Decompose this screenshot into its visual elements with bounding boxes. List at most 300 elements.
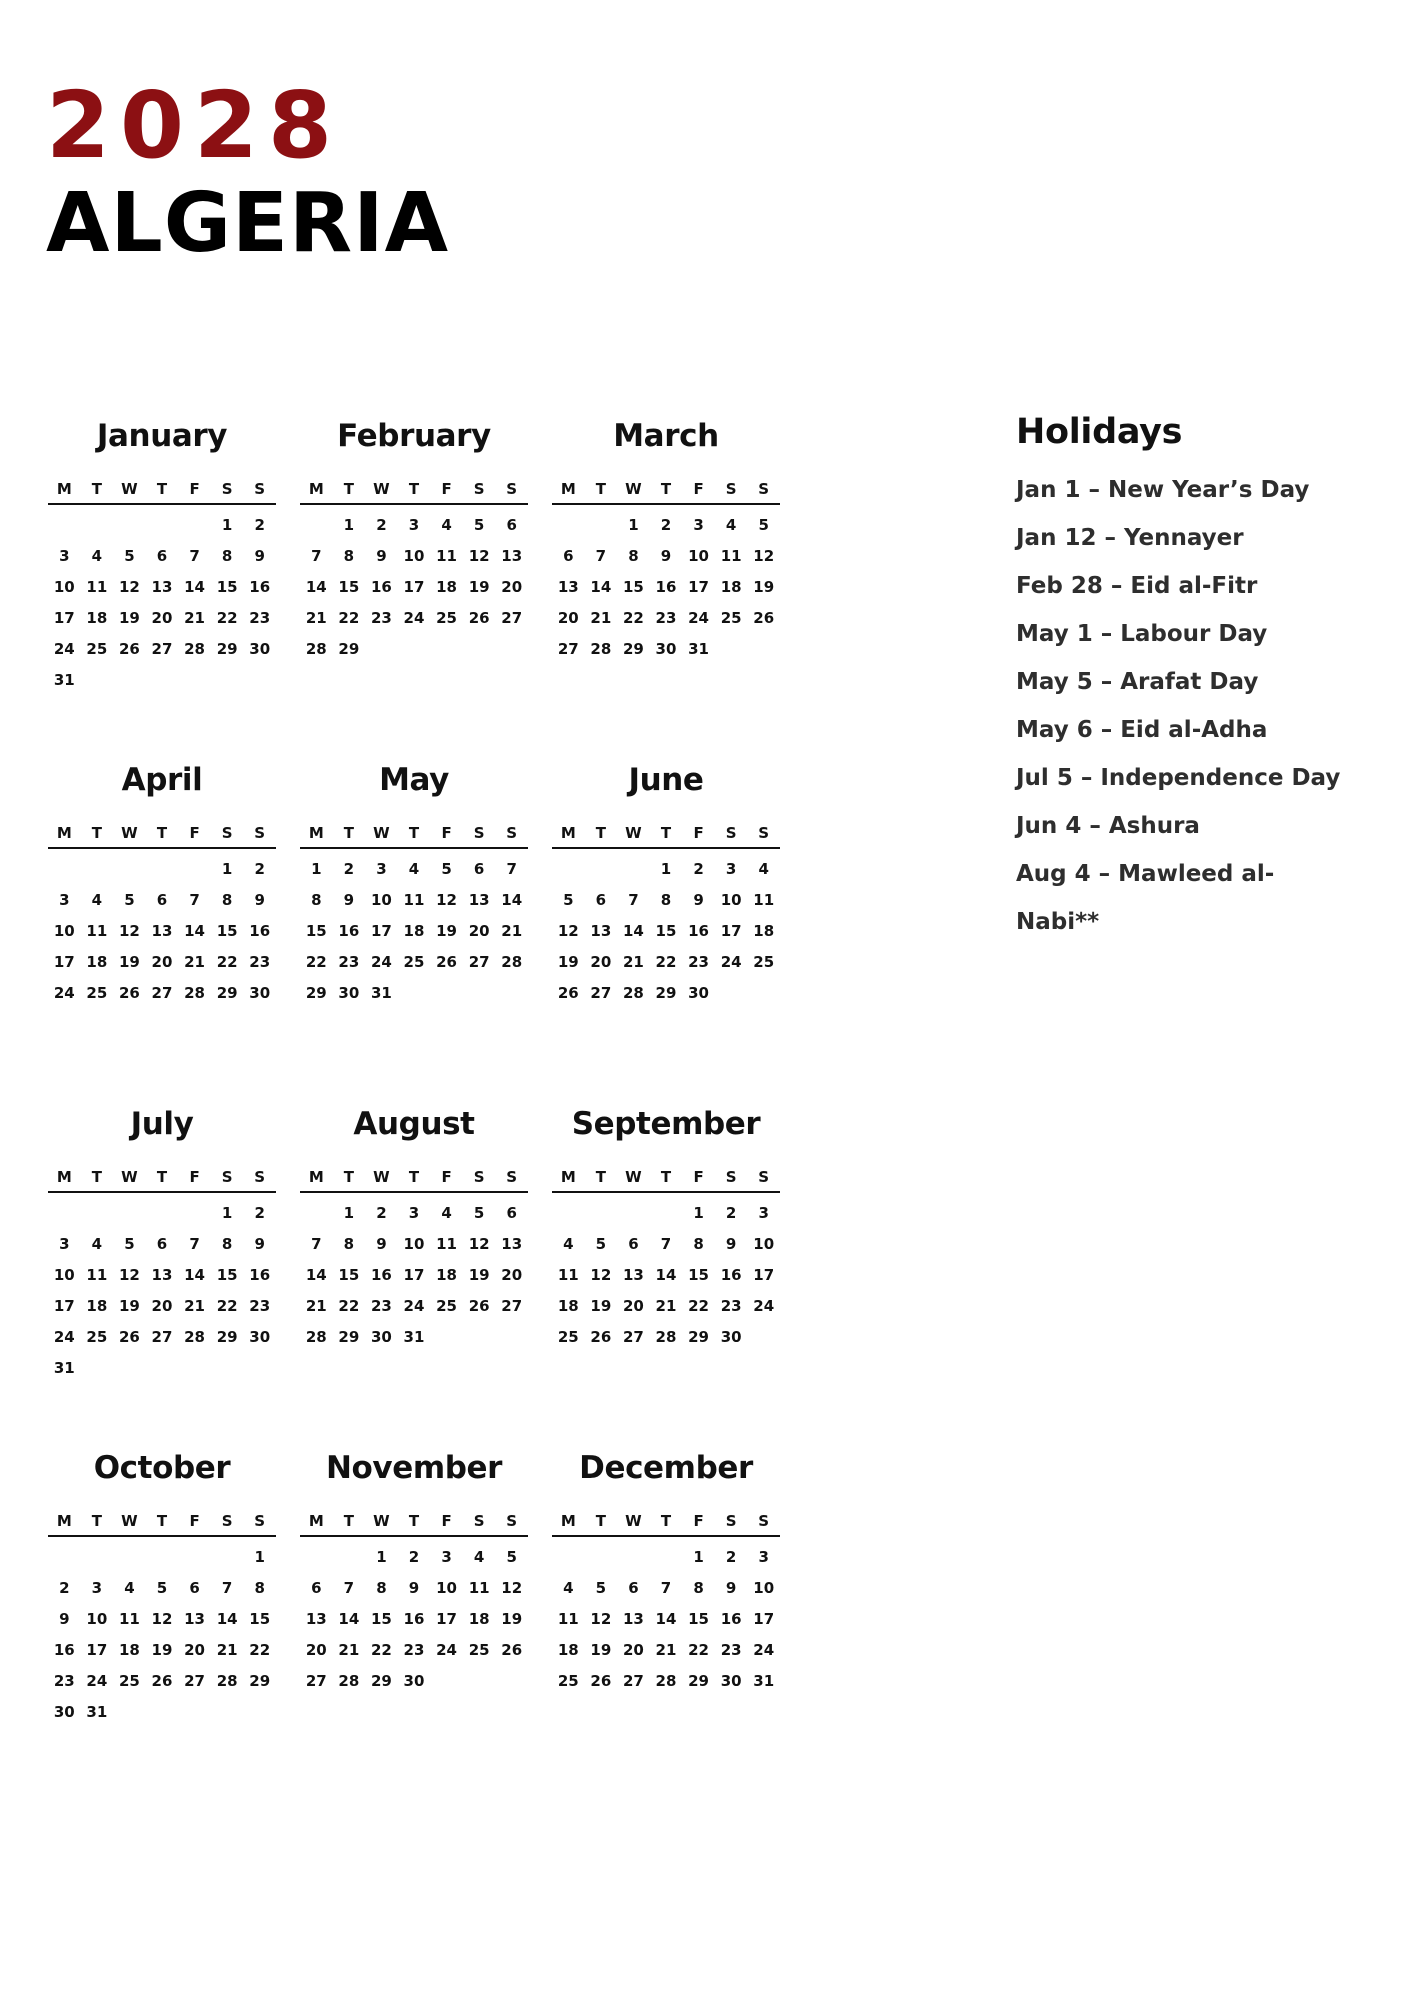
day-cell[interactable]: 16 (655, 578, 677, 596)
day-cell[interactable]: 22 (305, 953, 327, 971)
day-cell[interactable]: 8 (628, 547, 639, 565)
day-cell[interactable]: 18 (118, 1641, 140, 1659)
day-cell[interactable]: 8 (343, 1235, 355, 1253)
day-cell[interactable]: 20 (468, 922, 490, 940)
day-cell[interactable]: 21 (622, 953, 644, 971)
day-cell[interactable]: 16 (720, 1610, 742, 1628)
day-cell[interactable]: 1 (343, 1204, 355, 1222)
day-cell[interactable]: 18 (557, 1297, 579, 1315)
day-cell[interactable]: 21 (590, 609, 612, 627)
day-cell[interactable]: 14 (184, 578, 205, 596)
day-cell[interactable]: 11 (557, 1610, 579, 1628)
day-cell[interactable]: 1 (343, 516, 355, 534)
day-cell[interactable]: 25 (86, 984, 108, 1002)
day-cell[interactable]: 30 (403, 1672, 425, 1690)
day-cell[interactable]: 13 (468, 891, 490, 909)
day-cell[interactable]: 4 (441, 516, 452, 534)
day-cell[interactable]: 19 (436, 922, 457, 940)
day-cell[interactable]: 29 (249, 1672, 271, 1690)
day-cell[interactable]: 6 (156, 891, 168, 909)
day-cell[interactable]: 6 (311, 1579, 322, 1597)
day-cell[interactable]: 15 (305, 922, 327, 940)
day-cell[interactable]: 15 (655, 922, 677, 940)
day-cell[interactable]: 7 (189, 891, 200, 909)
day-cell[interactable]: 9 (254, 1235, 265, 1253)
day-cell[interactable]: 20 (151, 1297, 173, 1315)
day-cell[interactable]: 18 (86, 953, 108, 971)
day-cell[interactable]: 10 (720, 891, 742, 909)
day-cell[interactable]: 12 (590, 1266, 612, 1284)
day-cell[interactable]: 2 (254, 860, 265, 878)
day-cell[interactable]: 24 (688, 609, 709, 627)
day-cell[interactable]: 12 (590, 1610, 612, 1628)
day-cell[interactable]: 19 (468, 578, 490, 596)
day-cell[interactable]: 29 (216, 1328, 238, 1346)
day-cell[interactable]: 12 (436, 891, 457, 909)
day-cell[interactable]: 11 (436, 1235, 457, 1253)
day-cell[interactable]: 3 (408, 516, 420, 534)
day-cell[interactable]: 7 (343, 1579, 355, 1597)
day-cell[interactable]: 8 (376, 1579, 387, 1597)
day-cell[interactable]: 9 (725, 1579, 737, 1597)
day-cell[interactable]: 4 (563, 1235, 574, 1253)
day-cell[interactable]: 29 (305, 984, 327, 1002)
day-cell[interactable]: 29 (338, 1328, 360, 1346)
day-cell[interactable]: 15 (688, 1266, 709, 1284)
day-cell[interactable]: 15 (338, 1266, 360, 1284)
day-cell[interactable]: 15 (338, 578, 360, 596)
day-cell[interactable]: 14 (622, 922, 644, 940)
day-cell[interactable]: 31 (86, 1703, 108, 1721)
day-cell[interactable]: 13 (501, 547, 523, 565)
day-cell[interactable]: 19 (118, 1297, 140, 1315)
day-cell[interactable]: 28 (184, 984, 205, 1002)
day-cell[interactable]: 25 (468, 1641, 490, 1659)
day-cell[interactable]: 17 (370, 922, 392, 940)
day-cell[interactable]: 12 (557, 922, 579, 940)
day-cell[interactable]: 26 (501, 1641, 523, 1659)
day-cell[interactable]: 31 (53, 1359, 75, 1377)
day-cell[interactable]: 25 (118, 1672, 140, 1690)
day-cell[interactable]: 6 (156, 1235, 168, 1253)
day-cell[interactable]: 21 (184, 953, 205, 971)
day-cell[interactable]: 16 (249, 922, 271, 940)
day-cell[interactable]: 24 (753, 1641, 775, 1659)
day-cell[interactable]: 26 (436, 953, 457, 971)
day-cell[interactable]: 24 (86, 1672, 108, 1690)
day-cell[interactable]: 27 (151, 1328, 173, 1346)
day-cell[interactable]: 31 (370, 984, 392, 1002)
day-cell[interactable]: 14 (184, 922, 205, 940)
day-cell[interactable]: 12 (118, 578, 140, 596)
day-cell[interactable]: 5 (758, 516, 769, 534)
day-cell[interactable]: 23 (403, 1641, 425, 1659)
day-cell[interactable]: 13 (151, 1266, 173, 1284)
day-cell[interactable]: 20 (501, 1266, 523, 1284)
day-cell[interactable]: 22 (688, 1641, 709, 1659)
day-cell[interactable]: 14 (501, 891, 523, 909)
day-cell[interactable]: 13 (622, 1610, 644, 1628)
day-cell[interactable]: 31 (753, 1672, 775, 1690)
day-cell[interactable]: 22 (216, 1297, 238, 1315)
day-cell[interactable]: 14 (655, 1266, 677, 1284)
day-cell[interactable]: 17 (403, 1266, 425, 1284)
day-cell[interactable]: 28 (338, 1672, 360, 1690)
day-cell[interactable]: 13 (305, 1610, 327, 1628)
day-cell[interactable]: 4 (563, 1579, 574, 1597)
day-cell[interactable]: 19 (118, 953, 140, 971)
day-cell[interactable]: 26 (557, 984, 579, 1002)
day-cell[interactable]: 27 (184, 1672, 205, 1690)
day-cell[interactable]: 28 (655, 1328, 677, 1346)
day-cell[interactable]: 28 (216, 1672, 238, 1690)
day-cell[interactable]: 9 (725, 1235, 737, 1253)
day-cell[interactable]: 13 (151, 578, 173, 596)
day-cell[interactable]: 19 (590, 1641, 612, 1659)
day-cell[interactable]: 21 (305, 1297, 327, 1315)
day-cell[interactable]: 22 (370, 1641, 392, 1659)
day-cell[interactable]: 16 (370, 578, 392, 596)
day-cell[interactable]: 7 (311, 1235, 322, 1253)
day-cell[interactable]: 8 (221, 891, 233, 909)
day-cell[interactable]: 14 (338, 1610, 360, 1628)
day-cell[interactable]: 23 (53, 1672, 75, 1690)
day-cell[interactable]: 16 (370, 1266, 392, 1284)
day-cell[interactable]: 9 (693, 891, 704, 909)
day-cell[interactable]: 10 (753, 1579, 775, 1597)
day-cell[interactable]: 29 (338, 640, 360, 658)
day-cell[interactable]: 9 (254, 547, 265, 565)
day-cell[interactable]: 6 (628, 1235, 639, 1253)
day-cell[interactable]: 15 (216, 1266, 238, 1284)
day-cell[interactable]: 2 (408, 1548, 420, 1566)
day-cell[interactable]: 31 (688, 640, 709, 658)
day-cell[interactable]: 10 (86, 1610, 108, 1628)
day-cell[interactable]: 4 (408, 860, 420, 878)
day-cell[interactable]: 4 (758, 860, 769, 878)
day-cell[interactable]: 18 (403, 922, 425, 940)
day-cell[interactable]: 31 (53, 671, 75, 689)
day-cell[interactable]: 19 (118, 609, 140, 627)
day-cell[interactable]: 15 (688, 1610, 709, 1628)
day-cell[interactable]: 16 (338, 922, 360, 940)
day-cell[interactable]: 8 (221, 547, 233, 565)
day-cell[interactable]: 6 (563, 547, 574, 565)
day-cell[interactable]: 2 (59, 1579, 70, 1597)
day-cell[interactable]: 21 (501, 922, 523, 940)
day-cell[interactable]: 21 (184, 609, 205, 627)
day-cell[interactable]: 10 (753, 1235, 775, 1253)
day-cell[interactable]: 15 (370, 1610, 392, 1628)
day-cell[interactable]: 30 (249, 640, 271, 658)
day-cell[interactable]: 28 (305, 640, 327, 658)
day-cell[interactable]: 8 (254, 1579, 265, 1597)
day-cell[interactable]: 19 (590, 1297, 612, 1315)
day-cell[interactable]: 28 (655, 1672, 677, 1690)
day-cell[interactable]: 13 (622, 1266, 644, 1284)
day-cell[interactable]: 5 (563, 891, 574, 909)
day-cell[interactable]: 16 (249, 1266, 271, 1284)
day-cell[interactable]: 1 (221, 1204, 233, 1222)
day-cell[interactable]: 3 (725, 860, 737, 878)
day-cell[interactable]: 20 (622, 1641, 644, 1659)
day-cell[interactable]: 7 (660, 1579, 672, 1597)
day-cell[interactable]: 16 (688, 922, 709, 940)
day-cell[interactable]: 29 (688, 1672, 709, 1690)
day-cell[interactable]: 21 (338, 1641, 360, 1659)
day-cell[interactable]: 24 (720, 953, 742, 971)
day-cell[interactable]: 25 (557, 1672, 579, 1690)
day-cell[interactable]: 29 (216, 640, 238, 658)
day-cell[interactable]: 7 (595, 547, 607, 565)
day-cell[interactable]: 14 (305, 578, 327, 596)
day-cell[interactable]: 23 (338, 953, 360, 971)
day-cell[interactable]: 20 (151, 953, 173, 971)
day-cell[interactable]: 22 (249, 1641, 271, 1659)
day-cell[interactable]: 6 (189, 1579, 200, 1597)
day-cell[interactable]: 26 (590, 1328, 612, 1346)
day-cell[interactable]: 9 (59, 1610, 70, 1628)
day-cell[interactable]: 11 (753, 891, 775, 909)
day-cell[interactable]: 27 (557, 640, 579, 658)
day-cell[interactable]: 11 (86, 578, 108, 596)
day-cell[interactable]: 9 (376, 547, 387, 565)
day-cell[interactable]: 27 (622, 1328, 644, 1346)
day-cell[interactable]: 22 (688, 1297, 709, 1315)
day-cell[interactable]: 7 (506, 860, 517, 878)
day-cell[interactable]: 9 (660, 547, 672, 565)
day-cell[interactable]: 24 (53, 640, 75, 658)
day-cell[interactable]: 25 (403, 953, 425, 971)
day-cell[interactable]: 30 (720, 1672, 742, 1690)
day-cell[interactable]: 22 (216, 953, 238, 971)
day-cell[interactable]: 25 (753, 953, 775, 971)
day-cell[interactable]: 25 (557, 1328, 579, 1346)
day-cell[interactable]: 3 (441, 1548, 452, 1566)
day-cell[interactable]: 5 (124, 547, 135, 565)
day-cell[interactable]: 2 (254, 516, 265, 534)
day-cell[interactable]: 1 (376, 1548, 387, 1566)
day-cell[interactable]: 26 (118, 984, 140, 1002)
day-cell[interactable]: 23 (655, 609, 677, 627)
day-cell[interactable]: 3 (693, 516, 704, 534)
day-cell[interactable]: 6 (156, 547, 168, 565)
day-cell[interactable]: 29 (216, 984, 238, 1002)
day-cell[interactable]: 10 (370, 891, 392, 909)
day-cell[interactable]: 16 (53, 1641, 75, 1659)
day-cell[interactable]: 24 (53, 1328, 75, 1346)
day-cell[interactable]: 5 (473, 516, 485, 534)
day-cell[interactable]: 4 (91, 547, 103, 565)
day-cell[interactable]: 15 (216, 922, 238, 940)
day-cell[interactable]: 30 (655, 640, 677, 658)
day-cell[interactable]: 30 (688, 984, 709, 1002)
day-cell[interactable]: 3 (408, 1204, 420, 1222)
day-cell[interactable]: 5 (595, 1235, 607, 1253)
day-cell[interactable]: 19 (501, 1610, 523, 1628)
day-cell[interactable]: 25 (86, 640, 108, 658)
day-cell[interactable]: 18 (436, 578, 457, 596)
day-cell[interactable]: 2 (343, 860, 355, 878)
day-cell[interactable]: 30 (720, 1328, 742, 1346)
day-cell[interactable]: 4 (91, 1235, 103, 1253)
day-cell[interactable]: 13 (151, 922, 173, 940)
day-cell[interactable]: 10 (688, 547, 709, 565)
day-cell[interactable]: 3 (91, 1579, 103, 1597)
day-cell[interactable]: 16 (403, 1610, 425, 1628)
day-cell[interactable]: 20 (501, 578, 523, 596)
day-cell[interactable]: 26 (753, 609, 775, 627)
day-cell[interactable]: 26 (118, 640, 140, 658)
day-cell[interactable]: 6 (628, 1579, 639, 1597)
day-cell[interactable]: 25 (720, 609, 742, 627)
day-cell[interactable]: 27 (501, 1297, 523, 1315)
day-cell[interactable]: 9 (376, 1235, 387, 1253)
day-cell[interactable]: 21 (655, 1641, 677, 1659)
day-cell[interactable]: 8 (660, 891, 672, 909)
day-cell[interactable]: 19 (468, 1266, 490, 1284)
day-cell[interactable]: 22 (655, 953, 677, 971)
day-cell[interactable]: 1 (693, 1548, 704, 1566)
day-cell[interactable]: 6 (506, 1204, 517, 1222)
day-cell[interactable]: 20 (590, 953, 612, 971)
day-cell[interactable]: 3 (59, 1235, 70, 1253)
day-cell[interactable]: 28 (184, 1328, 205, 1346)
day-cell[interactable]: 17 (753, 1266, 775, 1284)
day-cell[interactable]: 10 (403, 1235, 425, 1253)
day-cell[interactable]: 4 (441, 1204, 452, 1222)
day-cell[interactable]: 22 (622, 609, 644, 627)
day-cell[interactable]: 15 (622, 578, 644, 596)
day-cell[interactable]: 10 (53, 578, 75, 596)
day-cell[interactable]: 17 (53, 953, 75, 971)
day-cell[interactable]: 17 (753, 1610, 775, 1628)
day-cell[interactable]: 25 (436, 609, 457, 627)
day-cell[interactable]: 15 (249, 1610, 271, 1628)
day-cell[interactable]: 11 (468, 1579, 490, 1597)
day-cell[interactable]: 11 (86, 922, 108, 940)
day-cell[interactable]: 17 (53, 609, 75, 627)
day-cell[interactable]: 4 (124, 1579, 135, 1597)
day-cell[interactable]: 24 (403, 609, 425, 627)
day-cell[interactable]: 12 (151, 1610, 173, 1628)
day-cell[interactable]: 23 (249, 953, 271, 971)
day-cell[interactable]: 6 (595, 891, 607, 909)
day-cell[interactable]: 27 (622, 1672, 644, 1690)
day-cell[interactable]: 26 (151, 1672, 173, 1690)
day-cell[interactable]: 23 (720, 1297, 742, 1315)
day-cell[interactable]: 2 (693, 860, 704, 878)
day-cell[interactable]: 30 (338, 984, 360, 1002)
day-cell[interactable]: 13 (184, 1610, 205, 1628)
day-cell[interactable]: 5 (506, 1548, 517, 1566)
day-cell[interactable]: 13 (590, 922, 612, 940)
day-cell[interactable]: 7 (221, 1579, 233, 1597)
day-cell[interactable]: 13 (557, 578, 579, 596)
day-cell[interactable]: 23 (249, 609, 271, 627)
day-cell[interactable]: 23 (370, 1297, 392, 1315)
day-cell[interactable]: 20 (305, 1641, 327, 1659)
day-cell[interactable]: 30 (249, 984, 271, 1002)
day-cell[interactable]: 9 (254, 891, 265, 909)
day-cell[interactable]: 5 (156, 1579, 168, 1597)
day-cell[interactable]: 19 (151, 1641, 173, 1659)
day-cell[interactable]: 2 (725, 1204, 737, 1222)
day-cell[interactable]: 12 (118, 1266, 140, 1284)
day-cell[interactable]: 8 (693, 1579, 704, 1597)
day-cell[interactable]: 18 (436, 1266, 457, 1284)
day-cell[interactable]: 3 (758, 1548, 769, 1566)
day-cell[interactable]: 11 (557, 1266, 579, 1284)
day-cell[interactable]: 21 (216, 1641, 238, 1659)
day-cell[interactable]: 19 (557, 953, 579, 971)
day-cell[interactable]: 11 (436, 547, 457, 565)
day-cell[interactable]: 4 (473, 1548, 485, 1566)
day-cell[interactable]: 14 (216, 1610, 238, 1628)
day-cell[interactable]: 12 (753, 547, 775, 565)
day-cell[interactable]: 27 (501, 609, 523, 627)
day-cell[interactable]: 24 (53, 984, 75, 1002)
day-cell[interactable]: 12 (118, 922, 140, 940)
day-cell[interactable]: 18 (753, 922, 775, 940)
day-cell[interactable]: 17 (403, 578, 425, 596)
day-cell[interactable]: 22 (338, 609, 360, 627)
day-cell[interactable]: 23 (249, 1297, 271, 1315)
day-cell[interactable]: 10 (53, 922, 75, 940)
day-cell[interactable]: 17 (720, 922, 742, 940)
day-cell[interactable]: 16 (720, 1266, 742, 1284)
day-cell[interactable]: 8 (693, 1235, 704, 1253)
day-cell[interactable]: 12 (468, 547, 490, 565)
day-cell[interactable]: 3 (376, 860, 387, 878)
day-cell[interactable]: 14 (590, 578, 612, 596)
day-cell[interactable]: 8 (311, 891, 322, 909)
day-cell[interactable]: 26 (468, 1297, 490, 1315)
day-cell[interactable]: 1 (311, 860, 322, 878)
day-cell[interactable]: 4 (725, 516, 737, 534)
day-cell[interactable]: 5 (124, 891, 135, 909)
day-cell[interactable]: 18 (468, 1610, 490, 1628)
day-cell[interactable]: 8 (221, 1235, 233, 1253)
day-cell[interactable]: 18 (86, 1297, 108, 1315)
day-cell[interactable]: 14 (305, 1266, 327, 1284)
day-cell[interactable]: 24 (370, 953, 392, 971)
day-cell[interactable]: 20 (151, 609, 173, 627)
day-cell[interactable]: 1 (660, 860, 672, 878)
day-cell[interactable]: 22 (216, 609, 238, 627)
day-cell[interactable]: 7 (660, 1235, 672, 1253)
day-cell[interactable]: 17 (53, 1297, 75, 1315)
day-cell[interactable]: 29 (688, 1328, 709, 1346)
day-cell[interactable]: 29 (622, 640, 644, 658)
day-cell[interactable]: 1 (254, 1548, 265, 1566)
day-cell[interactable]: 7 (628, 891, 639, 909)
day-cell[interactable]: 24 (753, 1297, 775, 1315)
day-cell[interactable]: 6 (473, 860, 485, 878)
day-cell[interactable]: 18 (720, 578, 742, 596)
day-cell[interactable]: 2 (376, 1204, 387, 1222)
day-cell[interactable]: 29 (370, 1672, 392, 1690)
day-cell[interactable]: 24 (403, 1297, 425, 1315)
day-cell[interactable]: 17 (688, 578, 709, 596)
day-cell[interactable]: 7 (189, 547, 200, 565)
day-cell[interactable]: 1 (221, 516, 233, 534)
day-cell[interactable]: 1 (693, 1204, 704, 1222)
day-cell[interactable]: 27 (151, 640, 173, 658)
day-cell[interactable]: 26 (590, 1672, 612, 1690)
day-cell[interactable]: 14 (655, 1610, 677, 1628)
day-cell[interactable]: 12 (501, 1579, 523, 1597)
